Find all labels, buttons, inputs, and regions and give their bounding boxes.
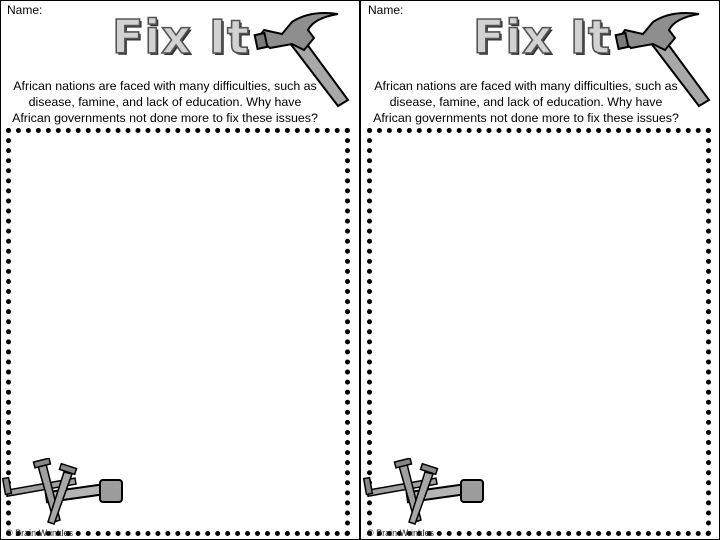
prompt-text: African nations are faced with many difficulties, such as disease, famine, and lack of education. Why have African governments not done more to fix these issues?: [373, 79, 679, 125]
prompt-text: African nations are faced with many difficulties, such as disease, famine, and lack of education. Why have African governments not done more to fix these issues?: [12, 79, 318, 125]
copyright-text: © Brain Wrinkles: [367, 528, 434, 538]
name-label: Name:: [368, 3, 404, 17]
worksheet-panel-right: [361, 0, 720, 540]
worksheet-panel-left: [0, 0, 359, 540]
name-label: Name:: [7, 3, 43, 17]
page-title: Fix It: [112, 10, 250, 64]
page-title: Fix It: [473, 10, 611, 64]
nails-and-bolt-icon: [363, 458, 487, 530]
copyright-text: © Brain Wrinkles: [6, 528, 73, 538]
nails-and-bolt-icon: [2, 458, 126, 530]
